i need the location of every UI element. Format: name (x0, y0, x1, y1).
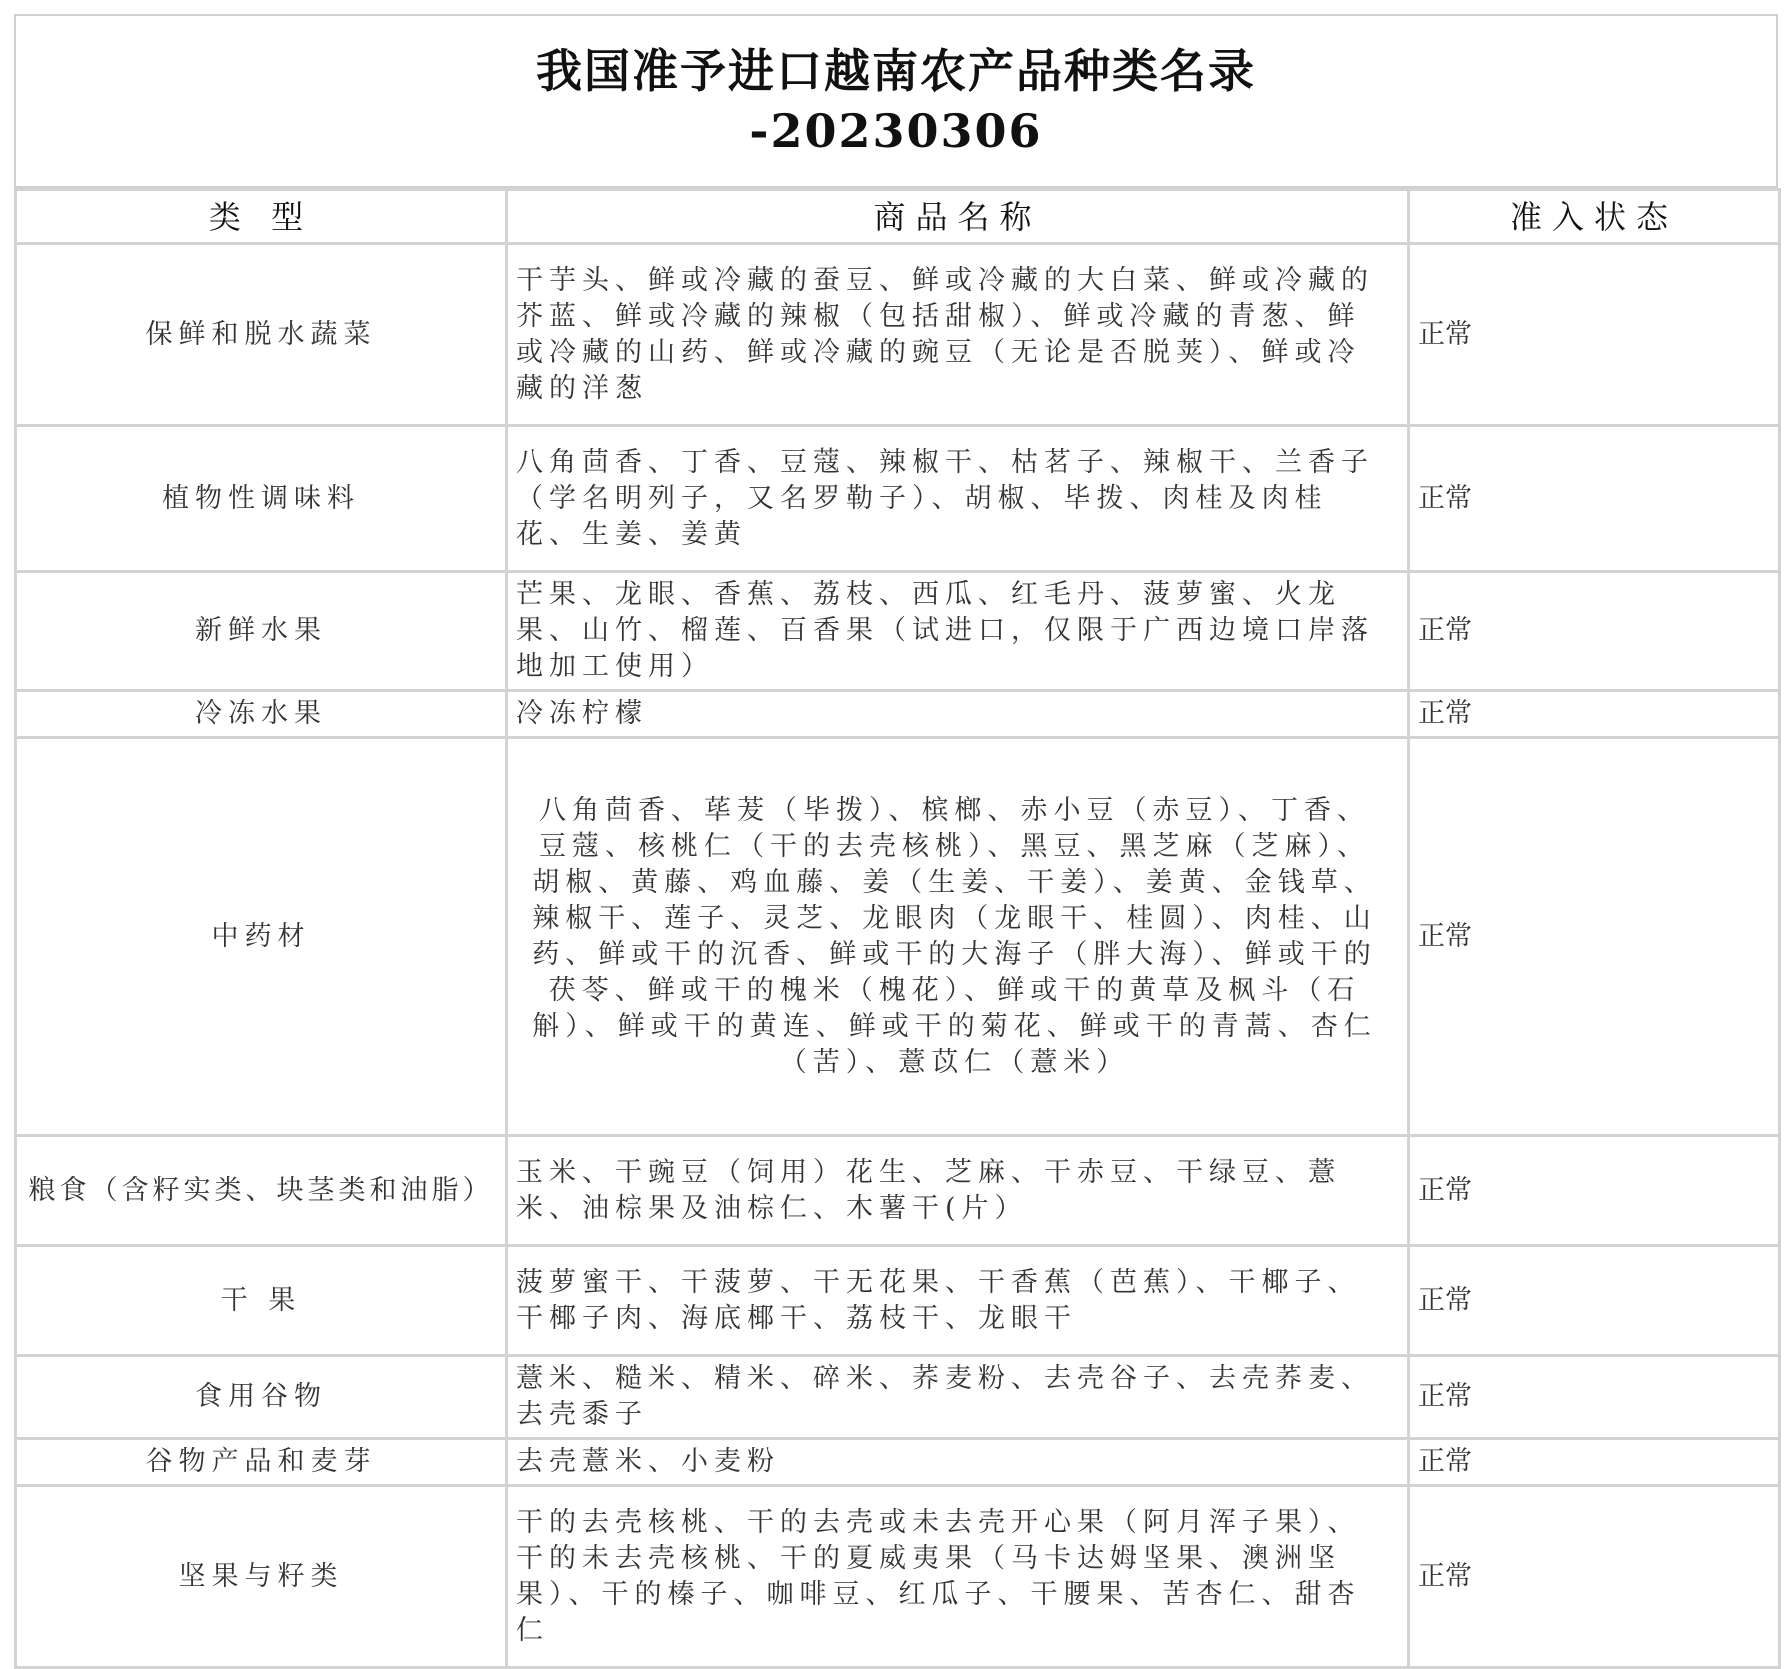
category-cell: 植物性调味料 (16, 426, 507, 572)
header-names: 商品名称 (507, 190, 1409, 244)
status-cell: 正常 (1409, 572, 1780, 691)
category-cell: 中药材 (16, 738, 507, 1136)
header-row (16, 190, 1780, 244)
status-cell: 正常 (1409, 1136, 1780, 1246)
table-row (16, 572, 1780, 691)
table-row (16, 1356, 1780, 1439)
status-cell: 正常 (1409, 426, 1780, 572)
names-cell: 薏米、糙米、精米、碎米、荞麦粉、去壳谷子、去壳荞麦、去壳黍子 (507, 1356, 1409, 1439)
category-cell: 食用谷物 (16, 1356, 507, 1439)
table-row (16, 1439, 1780, 1486)
names-cell: 干芋头、鲜或冷藏的蚕豆、鲜或冷藏的大白菜、鲜或冷藏的芥蓝、鲜或冷藏的辣椒（包括甜椒）、鲜或冷藏的青葱、鲜或冷藏的山药、鲜或冷藏的豌豆（无论是否脱荚）、鲜或冷藏的洋葱 (507, 244, 1409, 426)
category-cell: 谷物产品和麦芽 (16, 1439, 507, 1486)
title-box (14, 14, 1778, 188)
document-title: 我国准予进口越南农产品种类名录 (536, 44, 1256, 98)
table-row (16, 1136, 1780, 1246)
table-row (16, 691, 1780, 738)
category-cell: 坚果与籽类 (16, 1486, 507, 1668)
header-category: 类 型 (16, 190, 507, 244)
category-cell: 新鲜水果 (16, 572, 507, 691)
document-date: -20230306 (749, 104, 1043, 158)
status-cell: 正常 (1409, 1246, 1780, 1356)
status-cell: 正常 (1409, 1486, 1780, 1668)
names-cell: 去壳薏米、小麦粉 (507, 1439, 1409, 1486)
category-cell: 保鲜和脱水蔬菜 (16, 244, 507, 426)
product-table (14, 188, 1781, 1669)
names-cell: 八角茴香、荜茇（毕拨）、槟榔、赤小豆（赤豆）、丁香、豆蔻、核桃仁（干的去壳核桃）、黑豆、黑芝麻（芝麻）、胡椒、黄藤、鸡血藤、姜（生姜、干姜）、姜黄、金钱草、辣椒干、莲子、灵芝、龙眼肉（龙眼干、桂圆）、肉桂、山药、鲜或干的沉香、鲜或干的大海子（胖大海）、鲜或干的茯苓、鲜或干的槐米（槐花）、鲜或干的黄草及枫斗（石斛）、鲜或干的黄连、鲜或干的菊花、鲜或干的青蒿、杏仁（苦）、薏苡仁（薏米） (507, 738, 1409, 1136)
names-cell: 芒果、龙眼、香蕉、荔枝、西瓜、红毛丹、菠萝蜜、火龙果、山竹、榴莲、百香果（试进口，仅限于广西边境口岸落地加工使用） (507, 572, 1409, 691)
table-row (16, 1486, 1780, 1668)
category-cell: 粮食（含籽实类、块茎类和油脂） (16, 1136, 507, 1246)
names-cell: 八角茴香、丁香、豆蔻、辣椒干、枯茗子、辣椒干、兰香子（学名明列子，又名罗勒子）、胡椒、毕拨、肉桂及肉桂花、生姜、姜黄 (507, 426, 1409, 572)
category-cell: 干 果 (16, 1246, 507, 1356)
status-cell: 正常 (1409, 244, 1780, 426)
table-row (16, 738, 1780, 1136)
table-row (16, 426, 1780, 572)
table-row (16, 244, 1780, 426)
status-cell: 正常 (1409, 691, 1780, 738)
document-sheet (14, 14, 1778, 1669)
status-cell: 正常 (1409, 1439, 1780, 1486)
names-cell: 冷冻柠檬 (507, 691, 1409, 738)
names-cell: 玉米、干豌豆（饲用）花生、芝麻、干赤豆、干绿豆、薏米、油棕果及油棕仁、木薯干(片） (507, 1136, 1409, 1246)
status-cell: 正常 (1409, 738, 1780, 1136)
names-cell: 干的去壳核桃、干的去壳或未去壳开心果（阿月浑子果）、干的未去壳核桃、干的夏威夷果（马卡达姆坚果、澳洲坚果）、干的榛子、咖啡豆、红瓜子、干腰果、苦杏仁、甜杏仁 (507, 1486, 1409, 1668)
names-cell: 菠萝蜜干、干菠萝、干无花果、干香蕉（芭蕉）、干椰子、干椰子肉、海底椰干、荔枝干、龙眼干 (507, 1246, 1409, 1356)
table-row (16, 1246, 1780, 1356)
header-status: 准入状态 (1409, 190, 1780, 244)
category-cell: 冷冻水果 (16, 691, 507, 738)
status-cell: 正常 (1409, 1356, 1780, 1439)
